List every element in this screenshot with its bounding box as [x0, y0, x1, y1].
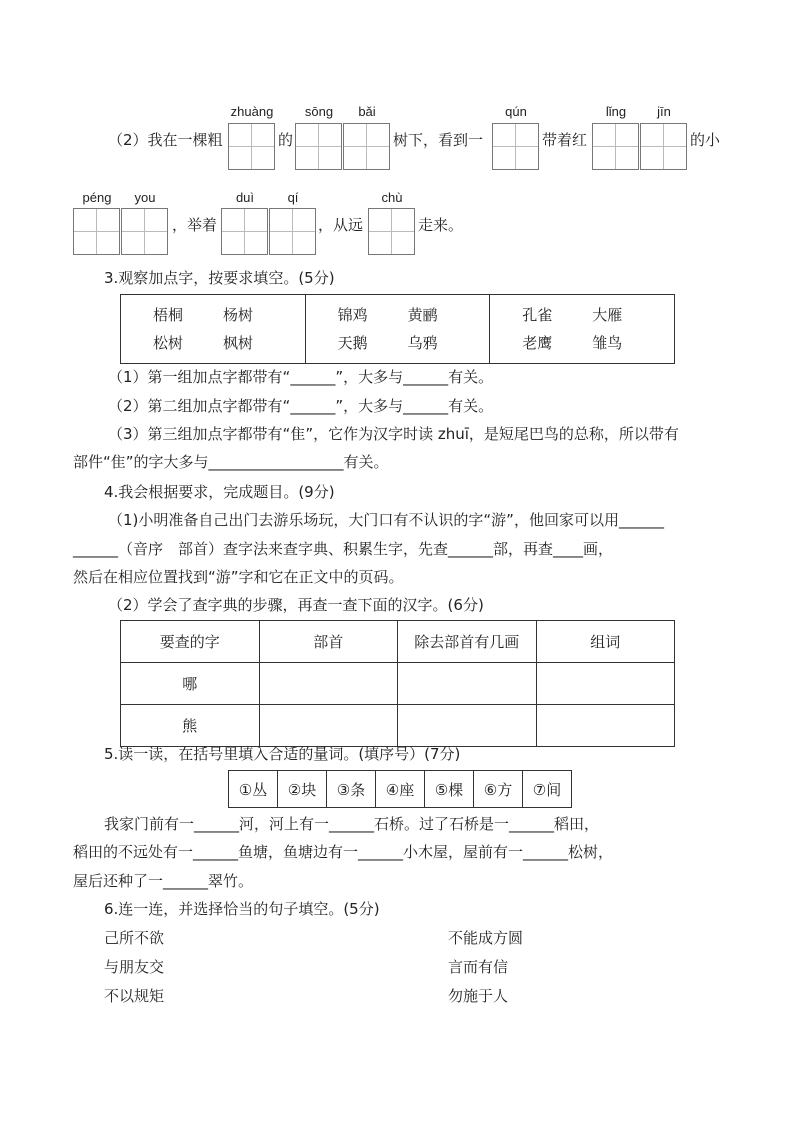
- pinyin-label: qún: [505, 104, 527, 119]
- table-cell: 哪: [121, 663, 260, 705]
- proverb-left[interactable]: 己所不欲: [104, 929, 165, 947]
- question-5-title: 5.读一读，在括号里填入合适的量词。(填序号）(7分): [104, 745, 461, 763]
- word-cell: 黄鹂: [407, 306, 438, 324]
- pinyin-label: sōng: [304, 104, 334, 119]
- option-cell: ⑥方: [474, 771, 523, 808]
- option-cell: ②块: [278, 771, 327, 808]
- option-cell: ⑦间: [523, 771, 572, 808]
- sentence-text: 走来。: [418, 216, 464, 234]
- table-row: [121, 705, 675, 747]
- word-cell: 大雁: [592, 306, 623, 324]
- tian-zi-ge-box[interactable]: [640, 123, 687, 170]
- question-4-title: 4.我会根据要求，完成题目。(9分): [104, 483, 335, 501]
- table-row: [121, 663, 675, 705]
- word-cell: 松树: [152, 334, 183, 352]
- tian-zi-ge-box[interactable]: [492, 123, 539, 170]
- sentence-text: 的小: [690, 131, 721, 149]
- question-5-line-2: 稻田的不远处有一______鱼塘，鱼塘边有一______小木屋，屋前有一______松树，: [73, 843, 614, 861]
- tian-zi-ge-box[interactable]: [592, 123, 639, 170]
- word-cell: 孔雀: [522, 306, 553, 324]
- word-group-1: [121, 295, 306, 364]
- table-header: 组词: [536, 621, 675, 663]
- question-4-line-1: （1)小明准备自己出门去游乐场玩，大门口有不认识的字“游”，他回家可以用______: [108, 511, 664, 529]
- table-header: 除去部首有几画: [398, 621, 537, 663]
- question-4-line-3: 然后在相应位置找到“游”字和它在正文中的页码。: [73, 568, 404, 586]
- tian-zi-ge-box[interactable]: [368, 208, 415, 255]
- word-cell: 锦鸡: [337, 306, 368, 324]
- word-cell: 杨树: [222, 306, 253, 324]
- word-cell: 天鹅: [337, 334, 368, 352]
- question-3-line-4: 部件“隹”的字大多与__________________有关。: [73, 453, 389, 471]
- answer-cell[interactable]: [259, 663, 398, 705]
- answer-cell[interactable]: [398, 705, 537, 747]
- word-group-table: [120, 294, 675, 364]
- answer-cell[interactable]: [398, 663, 537, 705]
- question-5-line-3: 屋后还种了一______翠竹。: [73, 872, 254, 890]
- answer-cell[interactable]: [259, 705, 398, 747]
- pinyin-label: bǎi: [358, 104, 376, 119]
- measure-word-options: [228, 770, 572, 808]
- sentence-text: 带着红: [542, 131, 588, 149]
- pinyin-label: lǐng: [605, 104, 627, 119]
- question-4-line-2: ______（音序 部首）查字法来查字典、积累生字，先查______部，再查____画，: [73, 540, 614, 558]
- tian-zi-ge-box[interactable]: [121, 208, 168, 255]
- proverb-left[interactable]: 不以规矩: [104, 987, 165, 1005]
- pinyin-label: qí: [287, 190, 299, 205]
- table-header: 部首: [259, 621, 398, 663]
- pinyin-label: péng: [82, 190, 112, 205]
- question-6-title: 6.连一连，并选择恰当的句子填空。(5分): [104, 900, 380, 918]
- sentence-text: ，举着: [172, 216, 218, 234]
- answer-cell[interactable]: [536, 663, 675, 705]
- word-cell: 雏鸟: [592, 334, 623, 352]
- pinyin-label: jīn: [657, 104, 671, 119]
- option-cell: ⑤棵: [425, 771, 474, 808]
- question-4-line-4: （2）学会了查字典的步骤，再查一查下面的汉字。(6分): [108, 596, 484, 614]
- pinyin-label: duì: [235, 190, 255, 205]
- pinyin-label: chù: [381, 190, 403, 205]
- dictionary-lookup-table: [120, 620, 675, 747]
- question-3-line-1: （1）第一组加点字都带有“______”，大多与______有关。: [108, 368, 494, 386]
- word-cell: 乌鸦: [407, 334, 438, 352]
- question-3-title: 3.观察加点字，按要求填空。(5分): [104, 269, 335, 287]
- tian-zi-ge-box[interactable]: [73, 208, 120, 255]
- word-cell: 梧桐: [152, 306, 183, 324]
- question-3-line-2: （2）第二组加点字都带有“______”，大多与______有关。: [108, 397, 494, 415]
- sentence-text: ，从远: [318, 216, 364, 234]
- proverb-right[interactable]: 言而有信: [448, 958, 509, 976]
- answer-cell[interactable]: [536, 705, 675, 747]
- pinyin-label: zhuàng: [230, 104, 274, 119]
- word-group-3: [490, 295, 675, 364]
- tian-zi-ge-box[interactable]: [221, 208, 268, 255]
- proverb-right[interactable]: 勿施于人: [448, 987, 509, 1005]
- tian-zi-ge-box[interactable]: [343, 123, 390, 170]
- question-3-line-3: （3）第三组加点字都带有“隹”，它作为汉字时读 zhuī，是短尾巴鸟的总称，所以带有: [108, 425, 679, 443]
- proverb-right[interactable]: 不能成方圆: [448, 929, 524, 947]
- table-header: 要查的字: [121, 621, 260, 663]
- tian-zi-ge-box[interactable]: [269, 208, 316, 255]
- option-cell: ①丛: [229, 771, 278, 808]
- question-5-line-1: 我家门前有一______河，河上有一______石桥。过了石桥是一______稻田，: [104, 815, 600, 833]
- option-cell: ④座: [376, 771, 425, 808]
- word-group-2: [305, 295, 490, 364]
- pinyin-label: you: [134, 190, 156, 205]
- sentence-text: （2）我在一棵粗: [108, 131, 223, 149]
- tian-zi-ge-box[interactable]: [228, 123, 275, 170]
- sentence-text: 的: [278, 131, 294, 149]
- word-cell: 老鹰: [522, 334, 553, 352]
- proverb-left[interactable]: 与朋友交: [104, 958, 165, 976]
- table-cell: 熊: [121, 705, 260, 747]
- tian-zi-ge-box[interactable]: [295, 123, 342, 170]
- word-cell: 枫树: [222, 334, 253, 352]
- sentence-text: 树下，看到一: [393, 131, 484, 149]
- option-cell: ③条: [327, 771, 376, 808]
